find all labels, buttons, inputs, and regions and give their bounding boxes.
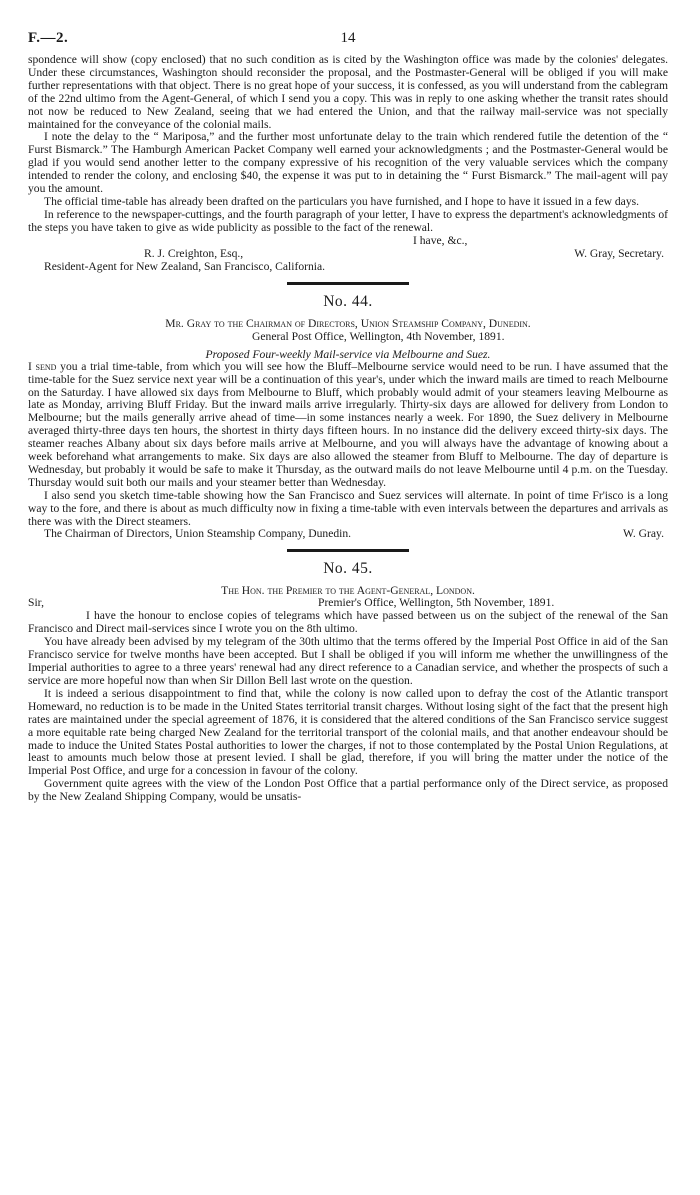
addressee: R. J. Creighton, Esq., bbox=[144, 246, 244, 260]
section-divider bbox=[287, 549, 409, 552]
page-header bbox=[28, 30, 668, 54]
place-date: General Post Office, Wellington, 4th November, 1891. bbox=[252, 329, 505, 343]
paragraph-body: you a trial time-table, from which you will see how the Bluff–Melbourne service would need to be run. I have assumed that the time-table for the Suez service next year will be a continuation of this year's, under which the inward mails are timed to reach Melbourne on the Saturday. I have allowed six days from Melbourne to Bluff, which probably would admit of your steamers leaving Melbourne as late as Monday, arriving Bluff Friday. But the inward mails arrive irregularly. Thirty-six days are allowed for delivery from London to Melbourne; but the mails generally arrive ahead of time—in some instances nearly a week. For 1890, the Suez delivery in Melbourne averaged thirty-three days ten hours, the shortest in thirty days fifteen hours. In no instance did the delivery exceed thirty-six days. The steamer reaches Albany about six days before mails arrive at Melbourne, and you will always have the advantage of knowing about a week beforehand what arrangements to make. Six days are also allowed the steamer from Bluff to Melbourne. The day of departure is Wednesday, but probably it would be safe to make it Thursday, as the outward mails do not leave Melbourne until 4 p.m. on the Tuesday. Thursday would suit both our mails and your steamer better than Wednesday. bbox=[28, 359, 668, 489]
document-reference: F.—2. bbox=[28, 30, 69, 46]
signature-line bbox=[28, 528, 668, 541]
lead-words: I send bbox=[28, 359, 57, 373]
section-from-to: Mr. Gray to the Chairman of Directors, Union Steamship Company, Dunedin. bbox=[165, 316, 531, 330]
closing: I have, &c., bbox=[413, 233, 468, 247]
section-subject: Proposed Four-weekly Mail-service via Melbourne and Suez. bbox=[205, 347, 491, 361]
place-date: Premier's Office, Wellington, 5th November, 1891. bbox=[318, 596, 555, 610]
paragraph: Government quite agrees with the view of the London Post Office that a partial performance only of the Direct service, as proposed by the New Zealand Shipping Company, would be unsatis- bbox=[28, 777, 668, 804]
paragraph: I also send you sketch time-table showing how the San Francisco and Suez services will alternate. In point of time Fr'isco is a long way to the fore, and there is about as much difficulty now in fixing a time-table with even intervals between the departures and arrivals as there was with the Direct steamers. bbox=[28, 488, 668, 528]
section-title: No. 45. bbox=[323, 560, 373, 578]
signature-line bbox=[28, 235, 668, 248]
paragraph: spondence will show (copy enclosed) that no such condition as is cited by the Washington office was made by the colonies' delegates. Under these circumstances, Washington should reconsider the proposal, and the Postmaster-General will be obliged if you will make further representations with that object. There is no great hope of your success, it is confessed, as you will understand from the cablegram of the 22nd ultimo from the Agent-General, of which I send you a copy. This was in reply to one asking whether the transit rates should not now be reduced to New Zealand, seeing that we had entered the Union, and that the railway mail-service was not specially maintained for the conveyance of the colonial mails. bbox=[28, 53, 668, 131]
section-divider bbox=[287, 282, 409, 285]
signature-line bbox=[28, 261, 668, 274]
paragraph bbox=[28, 361, 668, 490]
section-from-to: The Hon. the Premier to the Agent-General, London. bbox=[221, 584, 475, 598]
signatory: W. Gray, Secretary. bbox=[574, 246, 664, 260]
signatory: W. Gray. bbox=[623, 527, 664, 541]
paragraph: The official time-table has already been drafted on the particulars you have furnished, and I hope to have it issued in a few days. bbox=[44, 194, 640, 208]
paragraph: You have already been advised by my telegram of the 30th ultimo that the terms offered by the Imperial Post Office in aid of the San Francisco service for twelve months have been accepted. But I shall be obliged if you will inform me whether the unwillingness of the Imperial authorities to agree to a three years' renewal had any direct reference to a Canadian service, and whether the prospects of such a service are more hopeful now than when Sir Dillon Bell last wrote on the question. bbox=[28, 635, 668, 687]
paragraph: In reference to the newspaper-cuttings, and the fourth paragraph of your letter, I have to express the department's acknowledgments of the steps you have taken to give as wide publicity as possible to the fact of the renewal. bbox=[28, 207, 668, 234]
salutation: Sir, bbox=[28, 596, 44, 610]
document-page bbox=[28, 30, 668, 804]
page-number: 14 bbox=[340, 30, 356, 46]
paragraph: It is indeed a serious disappointment to find that, while the colony is now called upon to defray the cost of the Atlantic transport Homeward, no reduction is to be made in the United States territorial transit charges. Without losing sight of the fact that the present high rates are maintained under the special agreement of 1876, it is considered that the altered conditions of the San Francisco service suggest a more equitable rate being charged New Zealand for the territorial transport of the colonial mails, and that another endeavour should be made to induce the United States Postal authorities to lower the charges, if not to those contemplated by the Postal Union Regulations, at least to amounts much below those at present levied. I shall be glad, therefore, if you will bring the matter under the notice of the Imperial Post Office, and urge for a concession in favour of the colony. bbox=[28, 686, 668, 778]
addressee: The Chairman of Directors, Union Steamship Company, Dunedin. bbox=[44, 527, 352, 541]
paragraph: I have the honour to enclose copies of telegrams which have passed between us on the subject of the renewal of the San Francisco and Direct mail-services since I wrote you on the 8th ultimo. bbox=[28, 609, 668, 636]
salutation-line bbox=[28, 597, 668, 610]
section-title: No. 44. bbox=[323, 292, 373, 310]
signature-line bbox=[28, 248, 668, 261]
addressee-title: Resident-Agent for New Zealand, San Francisco, California. bbox=[44, 259, 326, 273]
paragraph: I note the delay to the “ Mariposa,” and the further most unfortunate delay to the train which rendered futile the detention of the “ Furst Bismarck.” The Hamburgh American Packet Company well earned your acknowledgments ; and the Postmaster-General would be glad if you would send another letter to the company expressive of his recognition of the very valuable services which the company intended to render the colony, and enclosing $40, the expense it was put to in detaining the “ Furst Bismarck.” The mail-agent will pay you the amount. bbox=[28, 130, 668, 196]
